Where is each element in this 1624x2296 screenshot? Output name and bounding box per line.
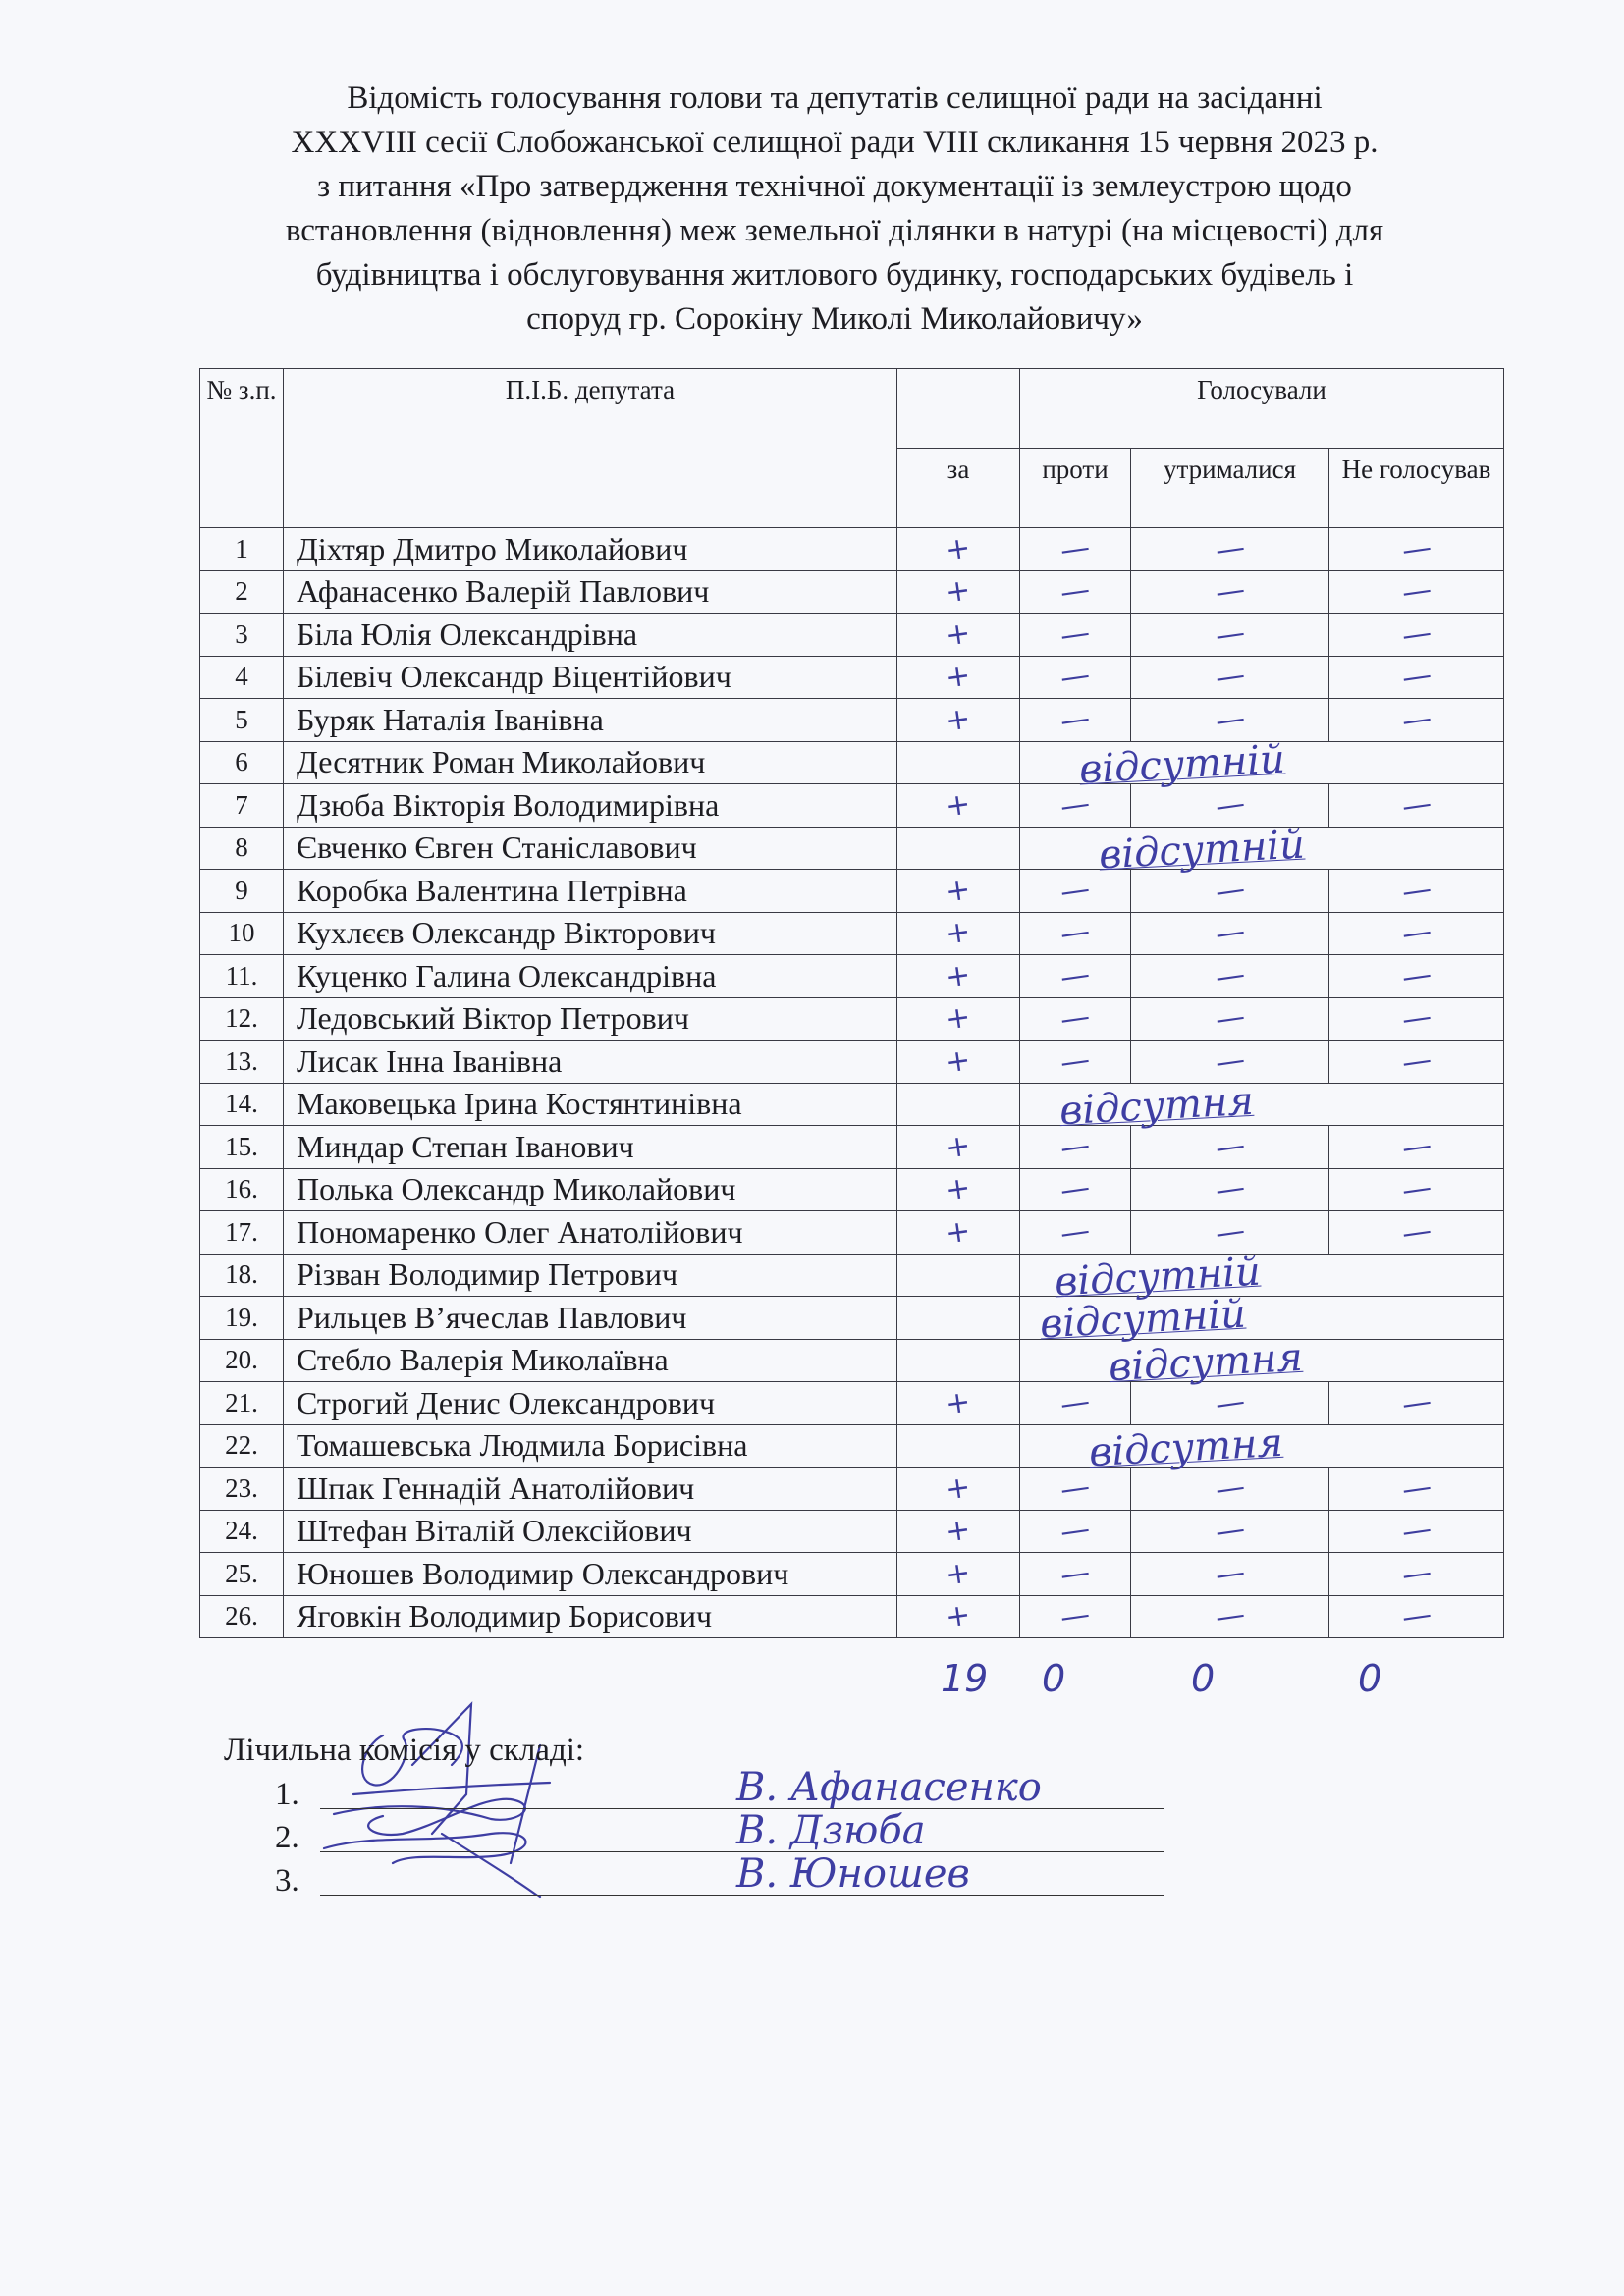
dash-mark: — — [1213, 785, 1247, 825]
dash-mark: — — [1057, 572, 1093, 612]
dash-mark: — — [1057, 1554, 1093, 1593]
table-row — [200, 997, 1504, 1041]
dash-mark: — — [1399, 1041, 1434, 1081]
vote-for-cell — [897, 1083, 1020, 1126]
vote-against-cell — [1020, 1553, 1131, 1596]
dash-mark: — — [1213, 1468, 1247, 1508]
total-for: 19 — [941, 1657, 989, 1700]
plus-mark: + — [944, 872, 973, 910]
deputy-name: Кухлєєв Олександр Вікторович — [284, 912, 897, 955]
absent-cell — [1020, 1291, 1504, 1348]
vote-against-cell — [1020, 870, 1131, 913]
vote-abstained-cell — [1131, 1553, 1329, 1596]
dash-mark: — — [1399, 785, 1434, 825]
table-row — [200, 1254, 1504, 1297]
vote-against-cell — [1020, 656, 1131, 699]
dash-mark: — — [1057, 529, 1093, 568]
absent-cell — [1020, 1419, 1504, 1475]
total-abstained: 0 — [1191, 1657, 1216, 1700]
table-row — [200, 1424, 1504, 1468]
table-row — [200, 912, 1504, 955]
row-number: 4 — [200, 656, 284, 699]
dash-mark: — — [1057, 999, 1093, 1039]
header-number: № з.п. — [200, 369, 284, 528]
table-row — [200, 1126, 1504, 1169]
vote-for-cell — [897, 827, 1020, 870]
plus-mark: + — [944, 1555, 973, 1593]
vote-against-cell — [1020, 1041, 1131, 1084]
header-abstained: утрималися — [1131, 449, 1329, 528]
row-number: 20. — [200, 1339, 284, 1382]
deputy-name: Десятник Роман Миколайович — [284, 741, 897, 784]
dash-mark: — — [1213, 1212, 1247, 1252]
row-number: 18. — [200, 1254, 284, 1297]
document-title — [196, 77, 1473, 342]
vote-against-cell — [1020, 699, 1131, 742]
dash-mark: — — [1399, 572, 1434, 612]
dash-mark: — — [1213, 614, 1247, 654]
deputy-name: Томашевська Людмила Борисівна — [284, 1424, 897, 1468]
plus-mark: + — [944, 615, 973, 654]
vote-abstained-cell — [1131, 570, 1329, 614]
table-row — [200, 741, 1504, 784]
dash-mark: — — [1057, 914, 1093, 953]
vote-for-cell — [897, 1553, 1020, 1596]
vote-not-voted-cell — [1329, 570, 1504, 614]
deputy-name: Стебло Валерія Миколаївна — [284, 1339, 897, 1382]
deputy-name: Шпак Геннадій Анатолійович — [284, 1468, 897, 1511]
dash-mark: — — [1213, 999, 1247, 1039]
vote-not-voted-cell — [1329, 656, 1504, 699]
vote-abstained-cell — [1131, 1510, 1329, 1553]
vote-abstained-cell — [1131, 1041, 1329, 1084]
dash-mark: — — [1213, 1597, 1247, 1636]
dash-mark: — — [1399, 1170, 1434, 1209]
deputy-name: Дзюба Вікторія Володимирівна — [284, 784, 897, 828]
table-row — [200, 1041, 1504, 1084]
vote-not-voted-cell — [1329, 784, 1504, 828]
table-row — [200, 1595, 1504, 1638]
dash-mark: — — [1399, 914, 1434, 953]
vote-for-cell — [897, 1339, 1020, 1382]
vote-for-cell — [897, 1468, 1020, 1511]
absent-mark: відсутній — [1077, 736, 1286, 792]
table-row — [200, 784, 1504, 828]
dash-mark: — — [1057, 658, 1093, 697]
row-number: 25. — [200, 1553, 284, 1596]
vote-not-voted-cell — [1329, 1126, 1504, 1169]
row-number: 15. — [200, 1126, 284, 1169]
vote-for-cell — [897, 528, 1020, 571]
plus-mark: + — [944, 658, 973, 696]
plus-mark: + — [944, 1384, 973, 1422]
vote-not-voted-cell — [1329, 1211, 1504, 1255]
absent-cell — [1020, 1078, 1504, 1134]
title-line: встановлення (відновлення) меж земельної ділянки в натурі (на місцевості) для — [285, 213, 1384, 248]
table-row — [200, 1510, 1504, 1553]
vote-for-cell — [897, 1595, 1020, 1638]
vote-for-cell — [897, 1510, 1020, 1553]
row-number: 14. — [200, 1083, 284, 1126]
dash-mark: — — [1057, 785, 1093, 825]
dash-mark: — — [1213, 1512, 1247, 1551]
deputy-name: Коробка Валентина Петрівна — [284, 870, 897, 913]
commission-member-row — [275, 1808, 1186, 1859]
vote-against-cell — [1020, 784, 1131, 828]
vote-against-cell — [1020, 1510, 1131, 1553]
plus-mark: + — [944, 1042, 973, 1081]
vote-against-cell — [1020, 912, 1131, 955]
absent-mark: відсутня — [1057, 1078, 1255, 1134]
vote-against-cell — [1020, 997, 1131, 1041]
row-number: 12. — [200, 997, 284, 1041]
dash-mark: — — [1213, 1170, 1247, 1209]
vote-for-cell — [897, 741, 1020, 784]
vote-abstained-cell — [1131, 614, 1329, 657]
absent-cell — [1020, 1334, 1504, 1390]
dash-mark: — — [1399, 1512, 1434, 1551]
vote-abstained-cell — [1131, 870, 1329, 913]
vote-abstained-cell — [1131, 912, 1329, 955]
dash-mark: — — [1213, 700, 1247, 739]
row-number: 21. — [200, 1382, 284, 1425]
dash-mark: — — [1399, 658, 1434, 697]
dash-mark: — — [1399, 1127, 1434, 1166]
table-row — [200, 955, 1504, 998]
dash-mark: — — [1057, 1512, 1093, 1551]
absent-mark: відсутній — [1053, 1249, 1262, 1305]
table-row — [200, 1083, 1504, 1126]
dash-mark: — — [1213, 1127, 1247, 1166]
dash-mark: — — [1057, 1170, 1093, 1209]
vote-not-voted-cell — [1329, 870, 1504, 913]
row-number: 9 — [200, 870, 284, 913]
vote-abstained-cell — [1131, 1382, 1329, 1425]
vote-for-cell — [897, 1297, 1020, 1340]
vote-abstained-cell — [1131, 1211, 1329, 1255]
absent-cell — [1020, 822, 1504, 878]
vote-against-cell — [1020, 1382, 1131, 1425]
dash-mark: — — [1057, 1383, 1093, 1422]
header-voted: Голосували — [1020, 369, 1504, 449]
deputy-name: Маковецька Ірина Костянтинівна — [284, 1083, 897, 1126]
deputy-name: Ледовський Віктор Петрович — [284, 997, 897, 1041]
dash-mark: — — [1057, 1597, 1093, 1636]
counting-commission — [224, 1728, 1186, 1902]
vote-not-voted-cell — [1329, 955, 1504, 998]
deputy-name: Афанасенко Валерій Павлович — [284, 570, 897, 614]
dash-mark: — — [1213, 871, 1247, 910]
deputy-name: Діхтяр Дмитро Миколайович — [284, 528, 897, 571]
dash-mark: — — [1399, 1597, 1434, 1636]
vote-for-cell — [897, 1126, 1020, 1169]
plus-mark: + — [944, 572, 973, 611]
dash-mark: — — [1213, 914, 1247, 953]
vote-table-body — [200, 528, 1504, 1638]
vote-for-cell — [897, 614, 1020, 657]
header-not-voted: Не голосував — [1329, 449, 1504, 528]
vote-not-voted-cell — [1329, 1595, 1504, 1638]
vote-for-cell — [897, 656, 1020, 699]
header-against: проти — [1020, 449, 1131, 528]
vote-abstained-cell — [1131, 1168, 1329, 1211]
dash-mark: — — [1399, 999, 1434, 1039]
deputy-name: Євченко Євген Станіславович — [284, 827, 897, 870]
vote-for-cell — [897, 699, 1020, 742]
dash-mark: — — [1057, 956, 1093, 995]
vote-against-cell — [1020, 1168, 1131, 1211]
vote-not-voted-cell — [1329, 699, 1504, 742]
commission-heading: Лічильна комісія у складі: — [224, 1733, 585, 1768]
commission-member-row — [275, 1765, 1186, 1816]
vote-not-voted-cell — [1329, 614, 1504, 657]
dash-mark: — — [1399, 956, 1434, 995]
row-number: 23. — [200, 1468, 284, 1511]
vote-not-voted-cell — [1329, 1382, 1504, 1425]
table-row — [200, 699, 1504, 742]
dash-mark: — — [1399, 700, 1434, 739]
table-row — [200, 827, 1504, 870]
title-line: з питання «Про затвердження технічної документації із землеустрою щодо — [317, 169, 1352, 204]
row-number: 26. — [200, 1595, 284, 1638]
deputy-name: Полька Олександр Миколайович — [284, 1168, 897, 1211]
vote-for-cell — [897, 955, 1020, 998]
deputy-name: Штефан Віталій Олексійович — [284, 1510, 897, 1553]
dash-mark: — — [1213, 956, 1247, 995]
member-index: 2. — [275, 1820, 299, 1855]
row-number: 1 — [200, 528, 284, 571]
dash-mark: — — [1213, 1383, 1247, 1422]
total-against: 0 — [1042, 1657, 1066, 1700]
vote-against-cell — [1020, 955, 1131, 998]
vote-for-cell — [897, 784, 1020, 828]
table-row — [200, 1211, 1504, 1255]
dash-mark: — — [1399, 529, 1434, 568]
absent-cell — [1020, 1249, 1504, 1305]
absent-mark: відсутня — [1107, 1334, 1304, 1390]
deputy-name: Рильцев В’ячеслав Павлович — [284, 1297, 897, 1340]
vote-not-voted-cell — [1329, 1553, 1504, 1596]
dash-mark: — — [1213, 1041, 1247, 1081]
dash-mark: — — [1057, 1212, 1093, 1252]
member-index: 1. — [275, 1777, 299, 1812]
total-not-voted: 0 — [1358, 1657, 1382, 1700]
dash-mark: — — [1399, 1468, 1434, 1508]
vote-abstained-cell — [1131, 1595, 1329, 1638]
absent-mark: відсутній — [1097, 822, 1306, 878]
table-row — [200, 1468, 1504, 1511]
header-for: за — [897, 449, 1020, 528]
vote-abstained-cell — [1131, 997, 1329, 1041]
table-row — [200, 1553, 1504, 1596]
vote-abstained-cell — [1131, 528, 1329, 571]
row-number: 3 — [200, 614, 284, 657]
vote-not-voted-cell — [1329, 1041, 1504, 1084]
row-number: 16. — [200, 1168, 284, 1211]
vote-not-voted-cell — [1329, 997, 1504, 1041]
vote-for-cell — [897, 997, 1020, 1041]
plus-mark: + — [944, 914, 973, 952]
vote-for-cell — [897, 1382, 1020, 1425]
vote-against-cell — [1020, 1211, 1131, 1255]
plus-mark: + — [944, 1512, 973, 1550]
deputy-name: Строгий Денис Олександрович — [284, 1382, 897, 1425]
vote-not-voted-cell — [1329, 912, 1504, 955]
deputy-name: Біла Юлія Олександрівна — [284, 614, 897, 657]
vote-against-cell — [1020, 1126, 1131, 1169]
plus-mark: + — [944, 786, 973, 825]
deputy-name: Куценко Галина Олександрівна — [284, 955, 897, 998]
vote-for-cell — [897, 1041, 1020, 1084]
plus-mark: + — [944, 530, 973, 568]
dash-mark: — — [1057, 614, 1093, 654]
plus-mark: + — [944, 957, 973, 995]
row-number: 11. — [200, 955, 284, 998]
row-number: 7 — [200, 784, 284, 828]
dash-mark: — — [1399, 871, 1434, 910]
deputy-name: Пономаренко Олег Анатолійович — [284, 1211, 897, 1255]
title-line: будівництва і обслуговування житлового будинку, господарських будівель і — [315, 257, 1354, 293]
vote-against-cell — [1020, 528, 1131, 571]
dash-mark: — — [1057, 871, 1093, 910]
deputy-name: Юношев Володимир Олександрович — [284, 1553, 897, 1596]
dash-mark: — — [1057, 1041, 1093, 1081]
dash-mark: — — [1057, 1127, 1093, 1166]
vote-against-cell — [1020, 1468, 1131, 1511]
table-row — [200, 1168, 1504, 1211]
vote-abstained-cell — [1131, 1468, 1329, 1511]
absent-mark: відсутня — [1087, 1419, 1284, 1475]
vote-not-voted-cell — [1329, 528, 1504, 571]
deputy-name: Різван Володимир Петрович — [284, 1254, 897, 1297]
member-name: В. Дзюба — [736, 1808, 926, 1853]
plus-mark: + — [944, 1170, 973, 1208]
plus-mark: + — [944, 1469, 973, 1508]
vote-against-cell — [1020, 1595, 1131, 1638]
deputy-name: Миндар Степан Іванович — [284, 1126, 897, 1169]
row-number: 19. — [200, 1297, 284, 1340]
vote-abstained-cell — [1131, 784, 1329, 828]
dash-mark: — — [1057, 700, 1093, 739]
dash-mark: — — [1213, 658, 1247, 697]
commission-member-row — [275, 1851, 1186, 1902]
row-number: 2 — [200, 570, 284, 614]
deputy-name: Буряк Наталія Іванівна — [284, 699, 897, 742]
dash-mark: — — [1213, 1554, 1247, 1593]
plus-mark: + — [944, 1597, 973, 1635]
header-blank — [897, 369, 1020, 449]
table-row — [200, 1297, 1504, 1340]
vote-for-cell — [897, 570, 1020, 614]
row-number: 22. — [200, 1424, 284, 1468]
vote-table — [199, 368, 1504, 1638]
table-row — [200, 570, 1504, 614]
plus-mark: + — [944, 701, 973, 739]
row-number: 17. — [200, 1211, 284, 1255]
vote-against-cell — [1020, 570, 1131, 614]
table-row — [200, 1382, 1504, 1425]
vote-not-voted-cell — [1329, 1510, 1504, 1553]
vote-abstained-cell — [1131, 656, 1329, 699]
vote-for-cell — [897, 1254, 1020, 1297]
dash-mark: — — [1399, 1383, 1434, 1422]
row-number: 13. — [200, 1041, 284, 1084]
table-row — [200, 614, 1504, 657]
vote-not-voted-cell — [1329, 1468, 1504, 1511]
table-row — [200, 1339, 1504, 1382]
vote-abstained-cell — [1131, 1126, 1329, 1169]
vote-for-cell — [897, 912, 1020, 955]
table-row — [200, 870, 1504, 913]
dash-mark: — — [1057, 1468, 1093, 1508]
deputy-name: Білевіч Олександр Віцентійович — [284, 656, 897, 699]
table-row — [200, 528, 1504, 571]
title-line: споруд гр. Сорокіну Миколі Миколайовичу» — [526, 301, 1143, 337]
vote-for-cell — [897, 870, 1020, 913]
row-number: 24. — [200, 1510, 284, 1553]
title-line: Відомість голосування голови та депутатів селищної ради на засіданні — [347, 80, 1323, 116]
header-name: П.І.Б. депутата — [284, 369, 897, 528]
plus-mark: + — [944, 1213, 973, 1252]
deputy-name: Яговкін Володимир Борисович — [284, 1595, 897, 1638]
absent-mark: відсутній — [1038, 1291, 1247, 1348]
vote-abstained-cell — [1131, 955, 1329, 998]
vote-against-cell — [1020, 614, 1131, 657]
row-number: 6 — [200, 741, 284, 784]
dash-mark: — — [1213, 529, 1247, 568]
title-line: XXXVIII сесії Слобожанської селищної ради VIII скликання 15 червня 2023 р. — [291, 125, 1379, 160]
row-number: 8 — [200, 827, 284, 870]
vote-for-cell — [897, 1424, 1020, 1468]
plus-mark: + — [944, 999, 973, 1038]
member-index: 3. — [275, 1863, 299, 1898]
dash-mark: — — [1399, 1212, 1434, 1252]
vote-for-cell — [897, 1168, 1020, 1211]
deputy-name: Лисак Інна Іванівна — [284, 1041, 897, 1084]
member-name: В. Афанасенко — [736, 1765, 1042, 1810]
dash-mark: — — [1399, 1554, 1434, 1593]
row-number: 5 — [200, 699, 284, 742]
dash-mark: — — [1213, 572, 1247, 612]
table-row — [200, 656, 1504, 699]
row-number: 10 — [200, 912, 284, 955]
vote-for-cell — [897, 1211, 1020, 1255]
member-name: В. Юношев — [736, 1851, 970, 1896]
absent-cell — [1020, 736, 1504, 792]
plus-mark: + — [944, 1128, 973, 1166]
vote-abstained-cell — [1131, 699, 1329, 742]
dash-mark: — — [1399, 614, 1434, 654]
vote-not-voted-cell — [1329, 1168, 1504, 1211]
